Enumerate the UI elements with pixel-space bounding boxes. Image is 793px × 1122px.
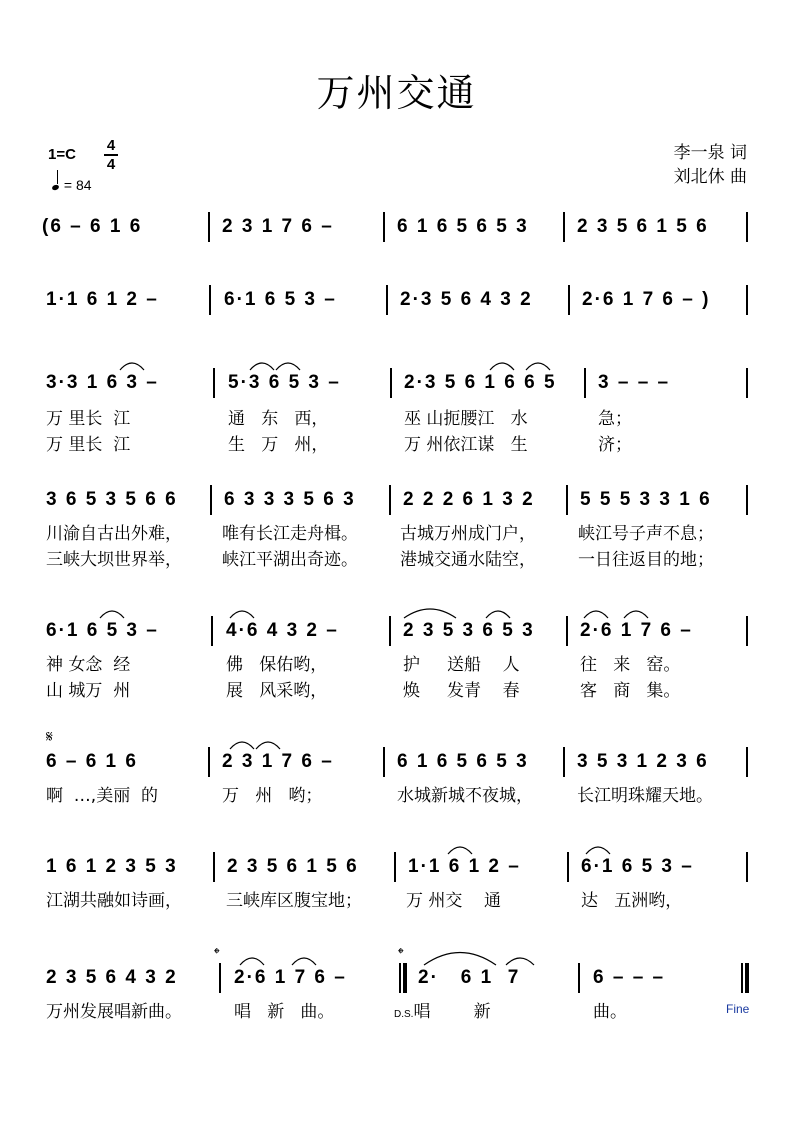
lyric: 万州发展唱新曲。 (46, 1002, 182, 1022)
slur (230, 611, 254, 618)
slur (256, 742, 280, 749)
music-line (0, 216, 793, 240)
lyric-line (0, 650, 793, 675)
coda-icon: 𝄌 (398, 944, 404, 963)
key-signature: 1=C (48, 146, 76, 163)
slur (230, 742, 254, 749)
measure: 6·1 6 5 3 – (46, 620, 159, 641)
lyric: 峡江平湖出奇迹。 (222, 550, 358, 570)
measure: 2 3 5 6 1 5 6 (577, 216, 709, 237)
measure: 3 5 3 1 2 3 6 (577, 751, 709, 772)
measure: 6·1 6 5 3 – (224, 289, 337, 310)
lyric: 古城万州成门户， (400, 524, 536, 544)
lyric: 济； (598, 435, 632, 455)
measure: 2 3 5 6 4 3 2 (46, 967, 178, 988)
music-line (0, 489, 793, 513)
lyric: 万 州依江谋 生 (404, 435, 528, 455)
lyric-line (0, 404, 793, 429)
lyric: 万 州 哟； (222, 786, 323, 806)
slur (100, 611, 124, 618)
slur (448, 847, 472, 854)
lyric: 达 五洲哟， (581, 891, 683, 911)
measure: 2·3 5 6 1 6 6 5 (404, 372, 557, 393)
measure: 2· 6 1 7 (418, 967, 521, 988)
slur (424, 953, 496, 966)
coda-icon: 𝄌 (214, 944, 220, 963)
measure: 2·6 1 7 6 – ) (582, 289, 711, 310)
measure: 6 3 3 3 5 6 3 (224, 489, 356, 510)
lyric-line (0, 781, 793, 806)
slur (404, 609, 456, 618)
lyric-line (0, 676, 793, 701)
lyric: 客 商 集。 (580, 681, 681, 701)
tempo-value: = 84 (63, 177, 92, 193)
measure: 3 – – – (598, 372, 671, 393)
lyric: 生 万 州， (228, 435, 329, 455)
lyric: 三峡库区腹宝地； (226, 891, 362, 911)
song-title: 万州交通 (316, 71, 477, 115)
lyric: 水城新城不夜城， (397, 786, 533, 806)
time-signature-bottom: 4 (106, 156, 116, 173)
music-line (0, 620, 793, 644)
measure: 2 3 1 7 6 – (222, 216, 334, 237)
lyric: 往 来 窑。 (580, 655, 681, 675)
segno-icon: 𝄋 (46, 727, 53, 746)
music-line (0, 751, 793, 775)
measure: 2 3 5 6 1 5 6 (227, 856, 359, 877)
measure: 2 2 2 6 1 3 2 (403, 489, 535, 510)
measure: 2 3 1 7 6 – (222, 751, 334, 772)
music-line (0, 372, 793, 396)
measure: 4·6 4 3 2 – (226, 620, 339, 641)
measure: 6·1 6 5 3 – (581, 856, 694, 877)
measure: 2·6 1 7 6 – (580, 620, 693, 641)
measure: 6 1 6 5 6 5 3 (397, 751, 529, 772)
lyric-line (0, 519, 793, 544)
lyric: 唯有长江走舟楫。 (222, 524, 358, 544)
measure: 3·3 1 6 3 – (46, 372, 159, 393)
measure: 1·1 6 1 2 – (46, 289, 159, 310)
lyric-line (0, 886, 793, 911)
measure: 2·3 5 6 4 3 2 (400, 289, 533, 310)
measure: 1·1 6 1 2 – (408, 856, 521, 877)
fine-marking: Fine (726, 1002, 750, 1016)
lyric: 唱 新 (413, 1002, 491, 1022)
lyric: 江湖共融如诗画， (46, 891, 182, 911)
slur (624, 611, 648, 618)
lyric: 通 东 西， (228, 409, 329, 429)
ds-marking: D.S. (394, 1009, 414, 1020)
slur (120, 363, 144, 370)
slur (240, 958, 264, 965)
lyric: 焕 发青 春 (403, 681, 520, 701)
lyric: 山 城万 州 (46, 681, 131, 701)
measure: 6 – 6 1 6 (46, 751, 138, 772)
slur (584, 611, 608, 618)
slur (250, 363, 274, 370)
lyric: 唱 新 曲。 (234, 1002, 335, 1022)
lyric-line (0, 430, 793, 455)
measure: 2 3 5 3 6 5 3 (403, 620, 535, 641)
measure: 1 6 1 2 3 5 3 (46, 856, 178, 877)
lyric: 护 送船 人 (403, 655, 520, 675)
lyric: 曲。 (593, 1002, 627, 1022)
lyric: 港城交通水陆空， (400, 550, 536, 570)
lyric: 三峡大坝世界举， (46, 550, 182, 570)
measure: 3 6 5 3 5 6 6 (46, 489, 178, 510)
slur (292, 958, 316, 965)
time-signature (104, 138, 118, 172)
lyric: 佛 保佑哟， (226, 655, 328, 675)
measure: (6 – 6 1 6 (42, 216, 143, 237)
lyric-line (0, 545, 793, 570)
slur (486, 611, 510, 618)
lyric: 展 风采哟， (226, 681, 328, 701)
lyric: 长江明珠耀天地。 (577, 786, 713, 806)
lyric: 川渝自古出外难， (46, 524, 182, 544)
music-line (0, 289, 793, 313)
slur (526, 363, 550, 370)
lyric: 啊 …,美丽 的 (46, 786, 159, 806)
measure: 6 – – – (593, 967, 666, 988)
ds-lyric (394, 997, 491, 1022)
lyric: 万 州交 通 (406, 891, 502, 911)
time-signature-top: 4 (106, 137, 116, 154)
music-line (0, 856, 793, 880)
slur (490, 363, 514, 370)
quarter-note-icon (51, 184, 59, 191)
music-line (0, 967, 793, 991)
measure: 6 1 6 5 6 5 3 (397, 216, 529, 237)
lyric: 万 里长 江 (46, 435, 131, 455)
slur (586, 847, 610, 854)
lyric-line (0, 997, 793, 1022)
lyric: 万 里长 江 (46, 409, 131, 429)
tempo-marking (52, 176, 92, 193)
lyric: 一日往返目的地； (578, 550, 714, 570)
composer-credit: 刘北休 曲 (673, 167, 747, 187)
lyric: 巫 山扼腰江 水 (404, 409, 528, 429)
measure: 5 5 5 3 3 1 6 (580, 489, 712, 510)
lyric: 急； (598, 409, 632, 429)
slur (276, 363, 300, 370)
measure: 5·3 6 5 3 – (228, 372, 341, 393)
lyric: 峡江号子声不息； (578, 524, 714, 544)
lyricist-credit: 李一泉 词 (673, 143, 747, 163)
measure: 2·6 1 7 6 – (234, 967, 347, 988)
slur (506, 958, 534, 965)
lyric: 神 女念 经 (46, 655, 131, 675)
